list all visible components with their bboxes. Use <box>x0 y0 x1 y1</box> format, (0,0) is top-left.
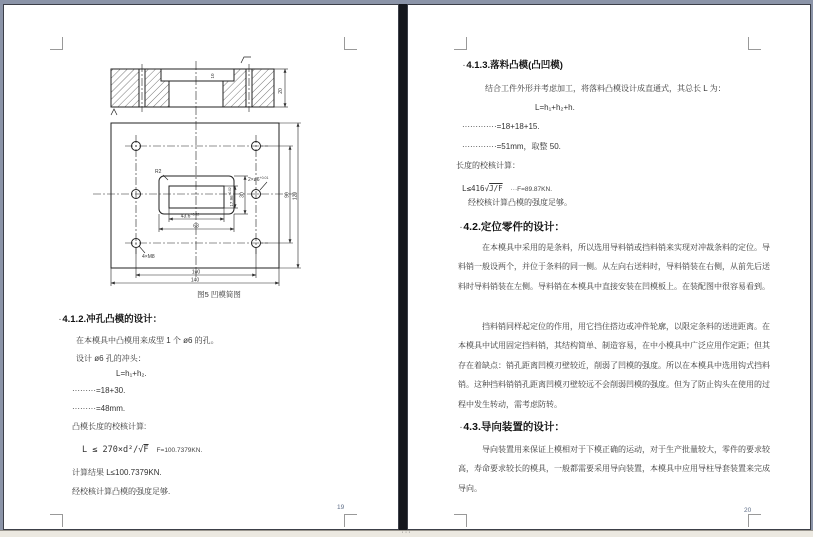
label-thread-holes: 4×M8 <box>142 254 155 260</box>
paragraph: 在本模具中采用的是条料，所以选用导料销或挡料销来实现对冲裁条料的定位。导料销一般设两个，并位于条料的同一侧。从左向右送料时，导料销装在右侧，从前先后送料时导料销装在左侧。导料销在本模具中直接安装在凹模板上。在装配图中很容易看到。 <box>458 243 770 291</box>
page-separator <box>399 4 407 530</box>
outline-mark: · <box>59 317 62 324</box>
heading-4-1-3: ·4.1.3.落料凸模(凸凹模) <box>463 60 563 71</box>
page-20[interactable] <box>407 4 811 530</box>
dim-outer-width: 68 <box>193 223 199 230</box>
section-view <box>111 57 288 277</box>
crop-mark <box>748 514 761 527</box>
body-line: 经校核计算凸模的强度足够. <box>72 487 171 496</box>
dim-step-depth: 10 <box>210 73 215 79</box>
heading-4-3: ·4.3.导向装置的设计： <box>460 421 565 433</box>
strength-formula: L ≤ 270×d²/√F F=100.7379KN. <box>82 445 203 455</box>
body-line: 凸模长度的校核计算: <box>72 422 147 431</box>
label-dowel-holes: $2\times ø6^{+0.01}$ <box>248 176 269 183</box>
body-line: 经校核计算凸模的强度足够。 <box>468 198 572 207</box>
body-line: 计算结果 L≤100.7379KN. <box>72 468 162 477</box>
strength-formula: L≤416√J/F ···F=89.87KN. <box>462 184 553 193</box>
die-plate-drawing <box>41 49 361 289</box>
dim-hole-span-y: 90 <box>284 192 291 198</box>
horizontal-scrollbar[interactable] <box>0 530 813 537</box>
scrollbar-grip-dots[interactable]: ··· <box>401 529 412 536</box>
heading-4-2: ·4.2.定位零件的设计： <box>460 221 565 233</box>
dim-inner-height: $17.96^{+0.02}$ <box>228 187 234 207</box>
dim-hole-span-x: 100 <box>191 269 201 276</box>
paragraph: 导向装置用来保证上模相对于下模正确的运动，对于生产批量较大，零件的要求较高，寿命要求较长的模具，一般都需要采用导向装置，本模具中应用导柱导套装置来完成导向。 <box>458 445 770 493</box>
formula-line: ·············=51mm，取整 50. <box>462 142 561 151</box>
plan-view <box>93 123 301 286</box>
dim-outer-height: 30 <box>239 192 246 198</box>
dim-thickness: 20 <box>278 88 284 94</box>
figure-caption: 图5 凹模简图 <box>197 290 241 299</box>
heading-4-1-2: ·4.1.2.冲孔凸模的设计： <box>59 314 163 325</box>
page-number: 20 <box>744 507 752 514</box>
page-19[interactable] <box>3 4 399 530</box>
formula-line: ·········=18+30. <box>72 386 126 395</box>
formula-line: ·············=18+18+15. <box>462 122 540 131</box>
label-corner-radius: R2 <box>155 169 162 175</box>
formula-line: ·········=48mm. <box>72 404 126 413</box>
dim-inner-width: $43.6^{+0.02}$ <box>180 212 200 220</box>
paragraph: 挡料销同样起定位的作用，用它挡住搭边或冲件轮廓，以限定条料的送进距离。在本模具中试用固定挡料销，其结构简单、制造容易，在中小模具中广泛应用作定距；但其存在着缺点：销孔距离凹模刃壁较近，削弱了凹模的强度。所以在本模具中选用钩式挡料销。这种挡料销销孔距离凹模刃壁较远不会削弱凹模的强度。但为了防止钩头在使用的过程中发生转动，需考虑防转。 <box>458 322 770 409</box>
crop-mark <box>50 514 63 527</box>
body-line: 在本模具中凸模用来成型 1 个 ø6 的孔。 <box>76 336 219 345</box>
dim-plate-height: 120 <box>292 191 299 201</box>
crop-mark <box>344 514 357 527</box>
body-line: 长度的校核计算： <box>456 161 520 170</box>
crop-mark <box>748 37 761 50</box>
formula-line: L=h₁+h₂+h. <box>535 103 575 112</box>
page-number: 19 <box>337 504 345 511</box>
body-line: 设计 ø6 孔的冲头： <box>76 354 146 363</box>
body-line: 结合工件外形并考虑加工，将落料凸模设计成直通式，其总长 L 为： <box>485 84 726 93</box>
crop-mark <box>454 37 467 50</box>
dim-plate-width: 140 <box>190 277 200 284</box>
formula-line: L=h₁+h₂. <box>116 369 147 378</box>
crop-mark <box>454 514 467 527</box>
